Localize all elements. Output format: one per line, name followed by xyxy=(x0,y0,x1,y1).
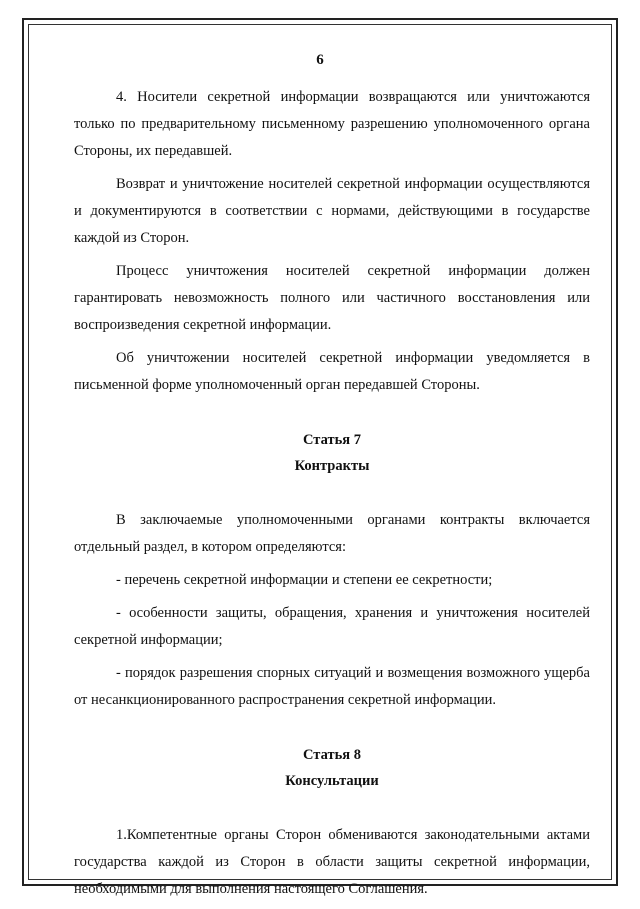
article-8-title: Консультации xyxy=(285,773,379,789)
article-7-title: Контракты xyxy=(294,458,370,474)
article-7-number: Статья 7 xyxy=(303,432,361,448)
article-7-item-disputes: - порядок разрешения спорных ситуаций и возмещения возможного ущерба от несанкционированного распространения секретной информации. xyxy=(74,665,590,708)
paragraph-destruction-notice: Об уничтожении носителей секретной информации уведомляется в письменной форме уполномоченный орган передавшей Стороны. xyxy=(74,350,590,393)
spacer xyxy=(74,405,590,427)
spacer xyxy=(74,720,590,742)
article-7-item-list: - перечень секретной информации и степени ее секретности; xyxy=(116,572,493,588)
article-7-item-protection: - особенности защиты, обращения, хранения и уничтожения носителей секретной информации; xyxy=(74,605,590,648)
paragraph-return-documentation: Возврат и уничтожение носителей секретной информации осуществляются и документируются в соответствии с нормами, действующими в государстве каждой из Сторон. xyxy=(74,176,590,246)
page-number: 6 xyxy=(316,52,324,68)
document-body xyxy=(74,84,590,909)
article-8-number: Статья 8 xyxy=(303,747,361,763)
spacer xyxy=(74,479,590,507)
paragraph-destruction-process: Процесс уничтожения носителей секретной информации должен гарантировать невозможность полного или частичного восстановления или воспроизведения секретной информации. xyxy=(74,263,590,333)
article-8-paragraph-1: 1.Компетентные органы Сторон обмениваются законодательными актами государства каждой из Сторон в области защиты секретной информации, необходимыми для выполнения настоящего Соглашения. xyxy=(74,827,590,897)
spacer xyxy=(74,794,590,822)
paragraph-return-destruction: 4. Носители секретной информации возвращаются или уничтожаются только по предварительному письменному разрешению уполномоченного органа Стороны, их передавшей. xyxy=(74,89,590,159)
article-7-intro: В заключаемые уполномоченными органами контракты включается отдельный раздел, в котором определяются: xyxy=(74,512,590,555)
